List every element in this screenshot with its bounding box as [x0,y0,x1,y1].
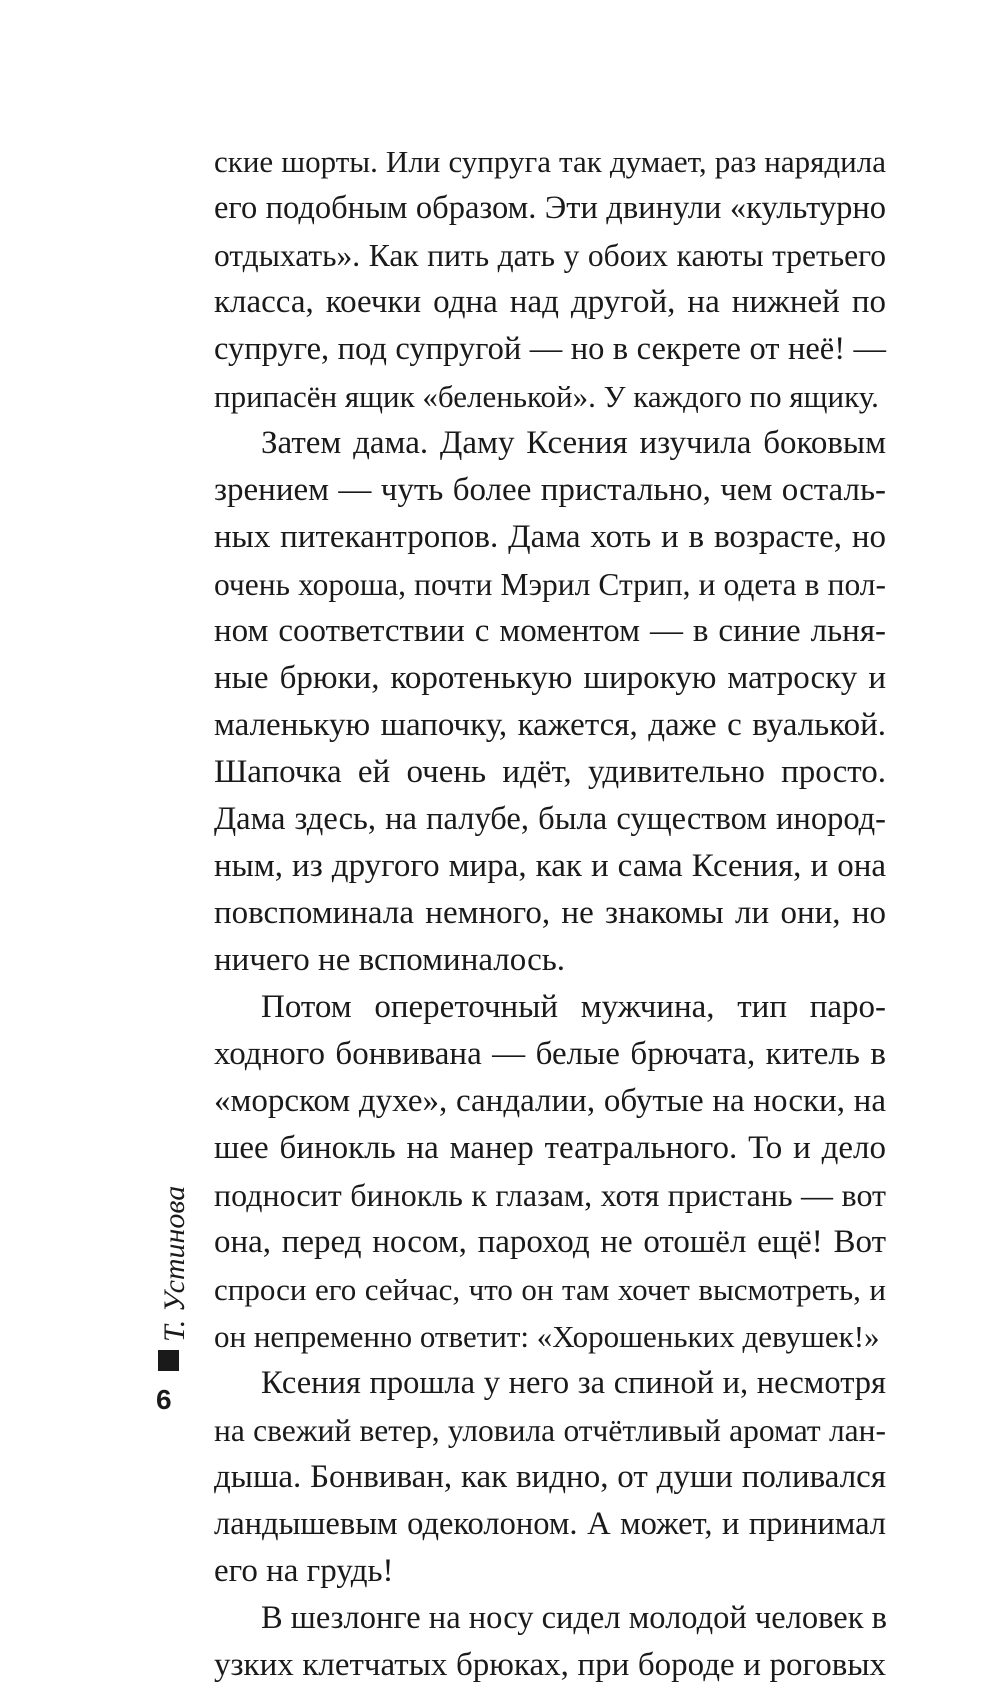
text-line: ничего не вспоминалось. [214,942,566,978]
text-line: он непременно ответит: «Хорошеньких девушек!» [214,1319,880,1354]
paragraph-first-line: В шезлонге на носу сидел молодой человек в [261,1600,887,1636]
text-line: ходного бонвивана — белые брючата, китель в [214,1036,886,1072]
text-line: класса, коечки одна над другой, на нижней по [214,284,886,320]
text-line: отдыхать». Как пить дать у обоих каюты третьего [214,238,886,273]
text-line: ном соответствии с моментом — в синие льня- [214,613,886,649]
text-line: маленькую шапочку, кажется, даже с вуалькой. [214,707,886,743]
text-line: Шапочка ей очень идёт, удивительно просто. [214,754,886,790]
text-line: повспоминала немного, не знакомы ли они, но [214,895,886,931]
body-text [214,138,886,1689]
text-line: ные брюки, коротенькую широкую матроску и [214,660,886,696]
text-line: ных питекантропов. Дама хоть и в возрасте, но [214,519,886,555]
text-line: спроси его сейчас, что он там хочет высмотреть, и [214,1272,886,1307]
text-line: дыша. Бонвиван, как видно, от души поливался [214,1459,886,1495]
text-line: супруге, под супругой — но в секрете от неё! — [214,331,886,367]
text-line: ские шорты. Или супруга так думает, раз нарядила [214,144,886,179]
text-line: Дама здесь, на палубе, была существом инород- [214,801,886,837]
text-line: подносит бинокль к глазам, хотя пристань — вот [214,1177,886,1213]
paragraph-first-line: Потом опереточный мужчина, тип паро- [261,989,886,1025]
text-line: на свежий ветер, уловила отчётливый аромат лан- [214,1413,886,1448]
running-head-author: Т. Устинова [158,1185,191,1342]
paragraph-first-line: Затем дама. Даму Ксения изучила боковым [261,425,886,461]
text-line: припасён ящик «беленькой». У каждого по ящику. [214,379,879,414]
page-number: 6 [156,1384,172,1415]
text-line: ным, из другого мира, как и сама Ксения, и она [214,848,886,884]
text-line: узких клетчатых брюках, при бороде и роговых [214,1647,886,1683]
text-line: его подобным образом. Эти двинули «культурно [214,190,886,226]
text-line: «морском духе», сандалии, обутые на носки, на [214,1083,886,1119]
text-line: она, перед носом, пароход не отошёл ещё! Вот [214,1224,886,1260]
text-line: его на грудь! [214,1553,394,1589]
text-line: зрением — чуть более пристально, чем осталь- [214,472,886,508]
text-line: очень хороша, почти Мэрил Стрип, и одета в пол- [214,567,886,602]
text-line: шее бинокль на манер театрального. То и дело [214,1130,886,1166]
paragraph-first-line: Ксения прошла у него за спиной и, несмотря [261,1365,886,1401]
square-bullet-icon [158,1350,179,1371]
text-line: ландышевым одеколоном. А может, и принимал [214,1506,886,1542]
